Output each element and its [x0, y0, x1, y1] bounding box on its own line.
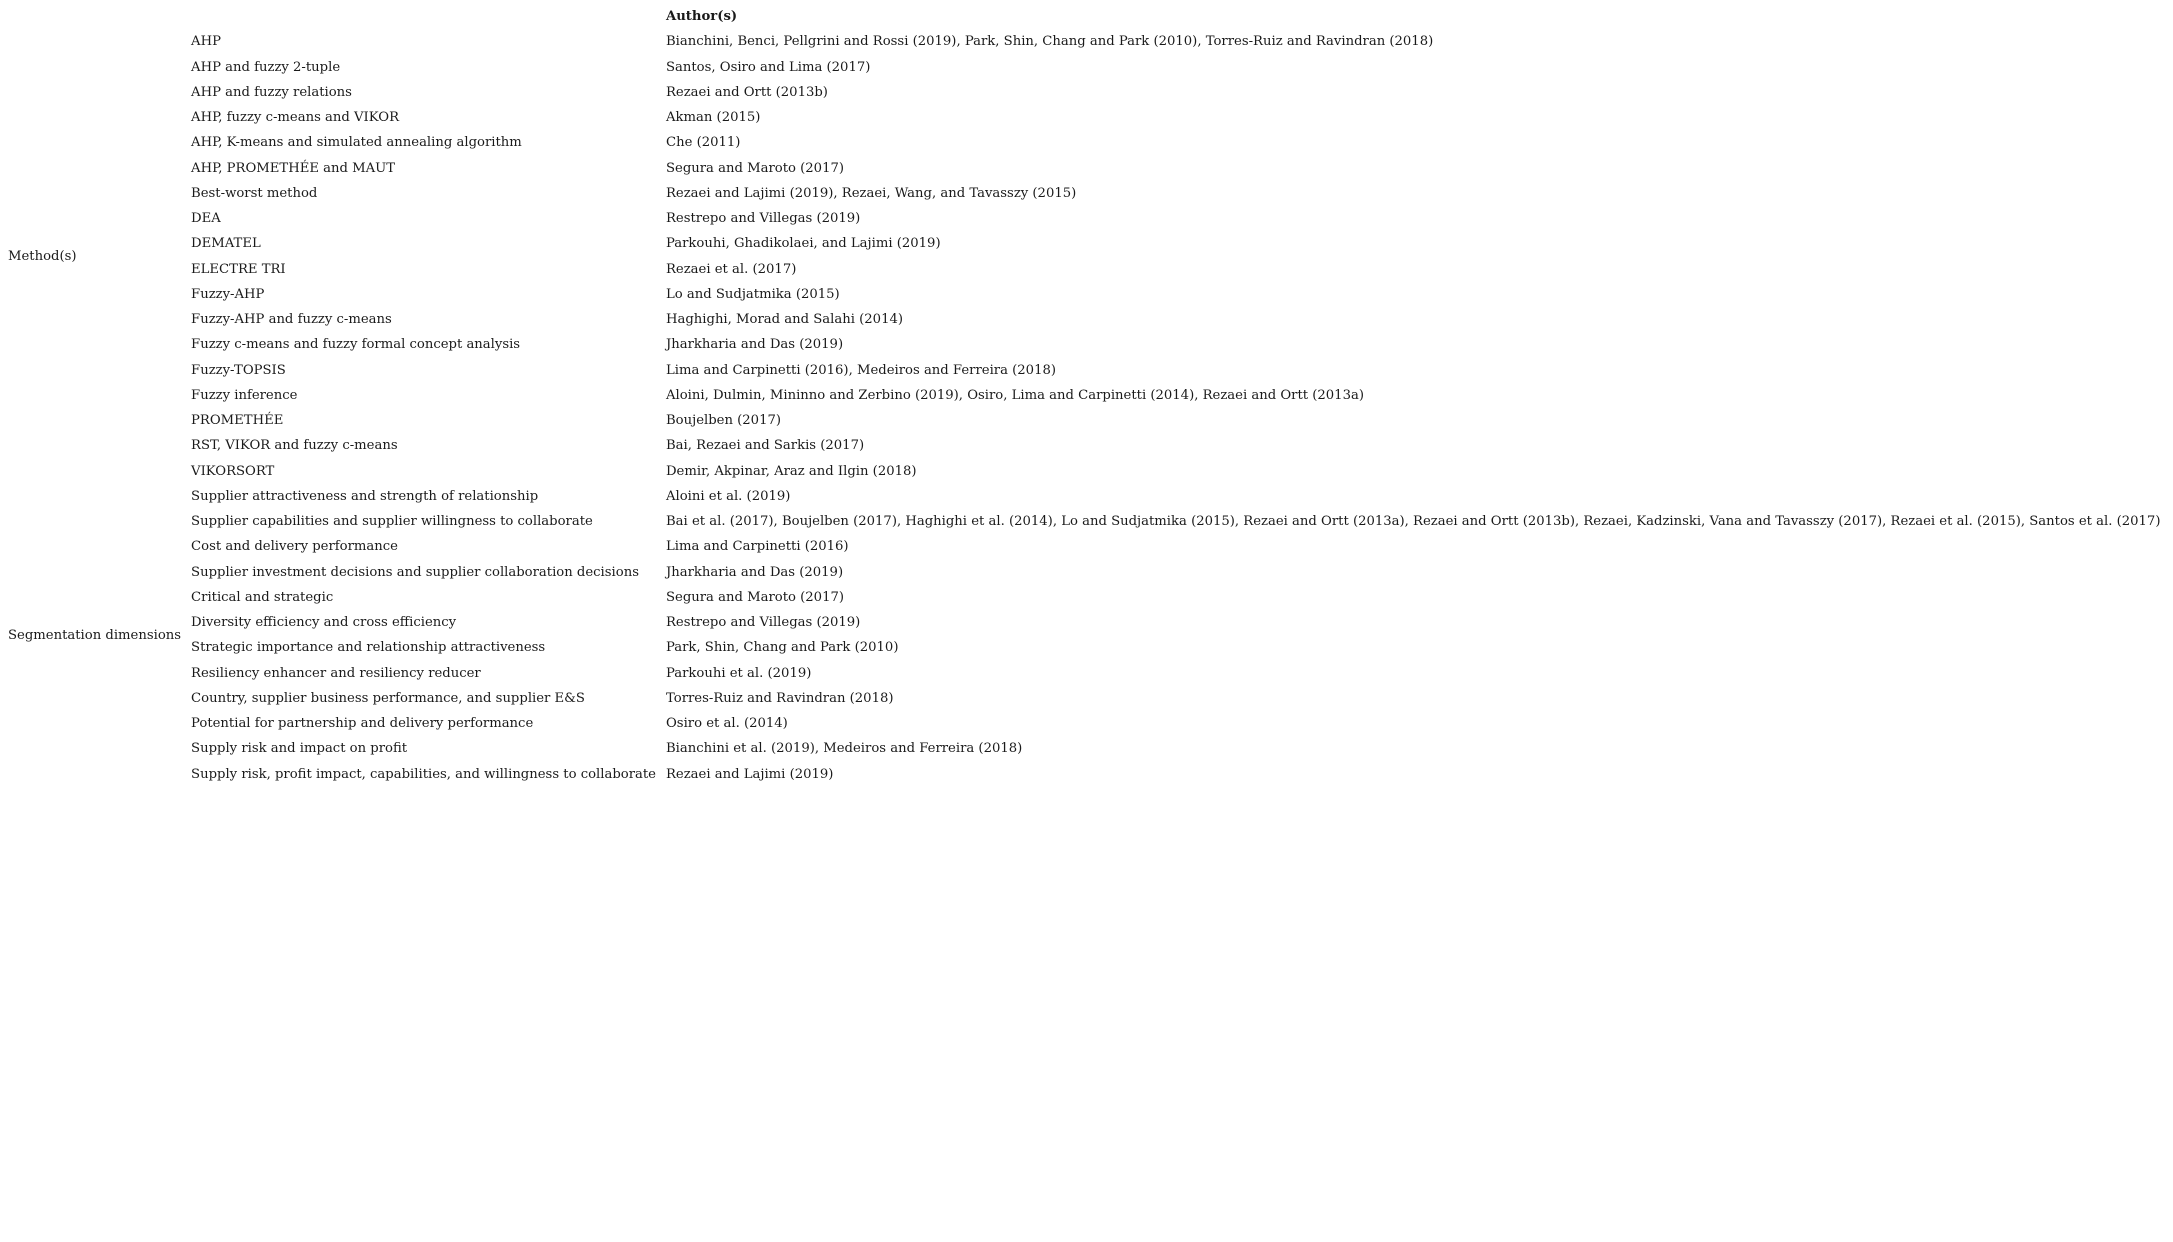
table-row — [3, 762, 2165, 787]
group-label: Segmentation dimensions — [8, 627, 182, 643]
item-cell: Diversity efficiency and cross efficiency — [191, 615, 457, 630]
table-row — [3, 332, 2165, 357]
table-row — [3, 181, 2165, 206]
item-cell: Best-worst method — [191, 185, 318, 201]
table-row — [3, 459, 2165, 484]
item-cell: Critical and strategic — [191, 589, 334, 605]
authors-cell: Santos, Osiro and Lima (2017) — [665, 59, 871, 75]
authors-cell: Restrepo and Villegas (2019) — [665, 211, 861, 226]
authors-cell: Parkouhi et al. (2019) — [665, 665, 812, 681]
table-row — [3, 610, 2165, 635]
table-body — [3, 4, 2165, 787]
item-cell: AHP, fuzzy c-means and VIKOR — [191, 110, 399, 125]
authors-cell: Bai, Rezaei and Sarkis (2017) — [665, 438, 865, 454]
authors-cell: Restrepo and Villegas (2019) — [665, 615, 861, 630]
item-cell: Fuzzy-AHP — [191, 286, 265, 302]
item-cell: RST, VIKOR and fuzzy c-means — [191, 438, 398, 454]
authors-cell: Segura and Maroto (2017) — [665, 160, 844, 176]
table-row — [3, 484, 2165, 509]
authors-cell: Demir, Akpinar, Araz and Ilgin (2018) — [665, 463, 917, 479]
authors-cell: Bai et al. (2017), Boujelben (2017), Haghighi et al. (2014), Lo and Sudjatmika (2015), Rezaei and Ortt (2013a), Rezaei and Ortt (2013b), Rezaei, Kadzinski, Vana and Tavasszy (2017), Rezaei et al. (2015), Santos et al. (2017) — [665, 514, 2161, 529]
item-cell: ELECTRE TRI — [191, 261, 286, 277]
item-cell: Strategic importance and relationship attractiveness — [191, 640, 546, 656]
item-cell: PROMETHÉE — [191, 413, 284, 428]
item-cell: Supplier investment decisions and supplier collaboration decisions — [191, 564, 639, 580]
authors-cell: Che (2011) — [665, 135, 741, 151]
table-row — [3, 156, 2165, 181]
item-cell: AHP, PROMETHÉE and MAUT — [191, 160, 396, 176]
item-cell: Supplier capabilities and supplier willingness to collaborate — [191, 514, 593, 529]
table-row — [3, 383, 2165, 408]
table-row — [3, 55, 2165, 80]
table-row — [3, 736, 2165, 761]
authors-cell: Lima and Carpinetti (2016) — [665, 539, 849, 555]
item-cell: Supplier attractiveness and strength of relationship — [191, 488, 539, 504]
table-row — [3, 105, 2165, 130]
authors-cell: Segura and Maroto (2017) — [665, 589, 844, 605]
table-row — [3, 257, 2165, 282]
table-row — [3, 509, 2165, 534]
item-cell: Fuzzy c-means and fuzzy formal concept analysis — [191, 337, 521, 353]
authors-cell: Rezaei et al. (2017) — [665, 261, 797, 277]
authors-cell: Jharkharia and Das (2019) — [665, 337, 844, 353]
authors-cell: Bianchini et al. (2019), Medeiros and Ferreira (2018) — [665, 741, 1023, 757]
authors-cell: Lima and Carpinetti (2016), Medeiros and Ferreira (2018) — [665, 362, 1057, 378]
item-cell: AHP, K-means and simulated annealing algorithm — [191, 135, 522, 151]
authors-cell: Haghighi, Morad and Salahi (2014) — [665, 312, 903, 327]
authors-cell: Aloini, Dulmin, Mininno and Zerbino (2019), Osiro, Lima and Carpinetti (2014), Rezaei and Ortt (2013a) — [665, 387, 1364, 403]
item-cell: AHP and fuzzy relations — [191, 84, 352, 100]
table-row — [3, 130, 2165, 155]
authors-cell: Akman (2015) — [665, 110, 761, 125]
item-cell: VIKORSORT — [191, 463, 275, 479]
table-row — [3, 282, 2165, 307]
group-label: Method(s) — [8, 248, 77, 264]
table-row — [3, 635, 2165, 660]
item-cell: Country, supplier business performance, and supplier E&S — [191, 690, 585, 706]
item-cell: Cost and delivery performance — [191, 539, 398, 555]
item-cell: Fuzzy-TOPSIS — [191, 362, 286, 378]
header-authors-cell: Author(s) — [665, 9, 738, 24]
item-cell: Fuzzy inference — [191, 387, 298, 403]
table-row — [3, 206, 2165, 231]
item-cell: DEMATEL — [191, 236, 261, 252]
item-cell: Resiliency enhancer and resiliency reducer — [191, 665, 481, 681]
item-cell: Fuzzy-AHP and fuzzy c-means — [191, 312, 392, 327]
authors-cell: Parkouhi, Ghadikolaei, and Lajimi (2019) — [665, 236, 941, 252]
authors-cell: Boujelben (2017) — [665, 413, 782, 428]
item-cell: DEA — [191, 211, 221, 226]
table-row — [3, 408, 2165, 433]
table-row — [3, 560, 2165, 585]
authors-cell: Osiro et al. (2014) — [665, 716, 788, 731]
table-row — [3, 358, 2165, 383]
authors-cell: Park, Shin, Chang and Park (2010) — [665, 640, 899, 656]
table-row — [3, 80, 2165, 105]
authors-cell: Jharkharia and Das (2019) — [665, 564, 844, 580]
item-cell: AHP and fuzzy 2-tuple — [191, 59, 341, 75]
table-row — [3, 711, 2165, 736]
authors-cell: Aloini et al. (2019) — [665, 488, 791, 504]
header-row — [3, 4, 2165, 29]
table-row — [3, 231, 2165, 256]
authors-cell: Lo and Sudjatmika (2015) — [665, 286, 840, 302]
item-cell: Supply risk and impact on profit — [191, 741, 408, 757]
table-row — [3, 307, 2165, 332]
authors-cell: Rezaei and Ortt (2013b) — [665, 84, 828, 100]
authors-cell: Torres-Ruiz and Ravindran (2018) — [665, 690, 894, 706]
header-group-cell — [3, 4, 186, 29]
table-row — [3, 585, 2165, 610]
item-cell: Potential for partnership and delivery performance — [191, 716, 534, 731]
table-row — [3, 433, 2165, 458]
authors-cell: Rezaei and Lajimi (2019) — [665, 766, 834, 782]
item-cell: Supply risk, profit impact, capabilities, and willingness to collaborate — [191, 766, 656, 782]
table-row — [3, 686, 2165, 711]
table-row — [3, 29, 2165, 54]
literature-table — [3, 4, 2165, 787]
table-row — [3, 661, 2165, 686]
table-row — [3, 534, 2165, 559]
item-cell: AHP — [191, 34, 221, 50]
header-item-cell — [186, 4, 661, 29]
authors-cell: Rezaei and Lajimi (2019), Rezaei, Wang, and Tavasszy (2015) — [665, 185, 1077, 201]
authors-cell: Bianchini, Benci, Pellgrini and Rossi (2019), Park, Shin, Chang and Park (2010), Torres-Ruiz and Ravindran (2018) — [665, 34, 1434, 50]
